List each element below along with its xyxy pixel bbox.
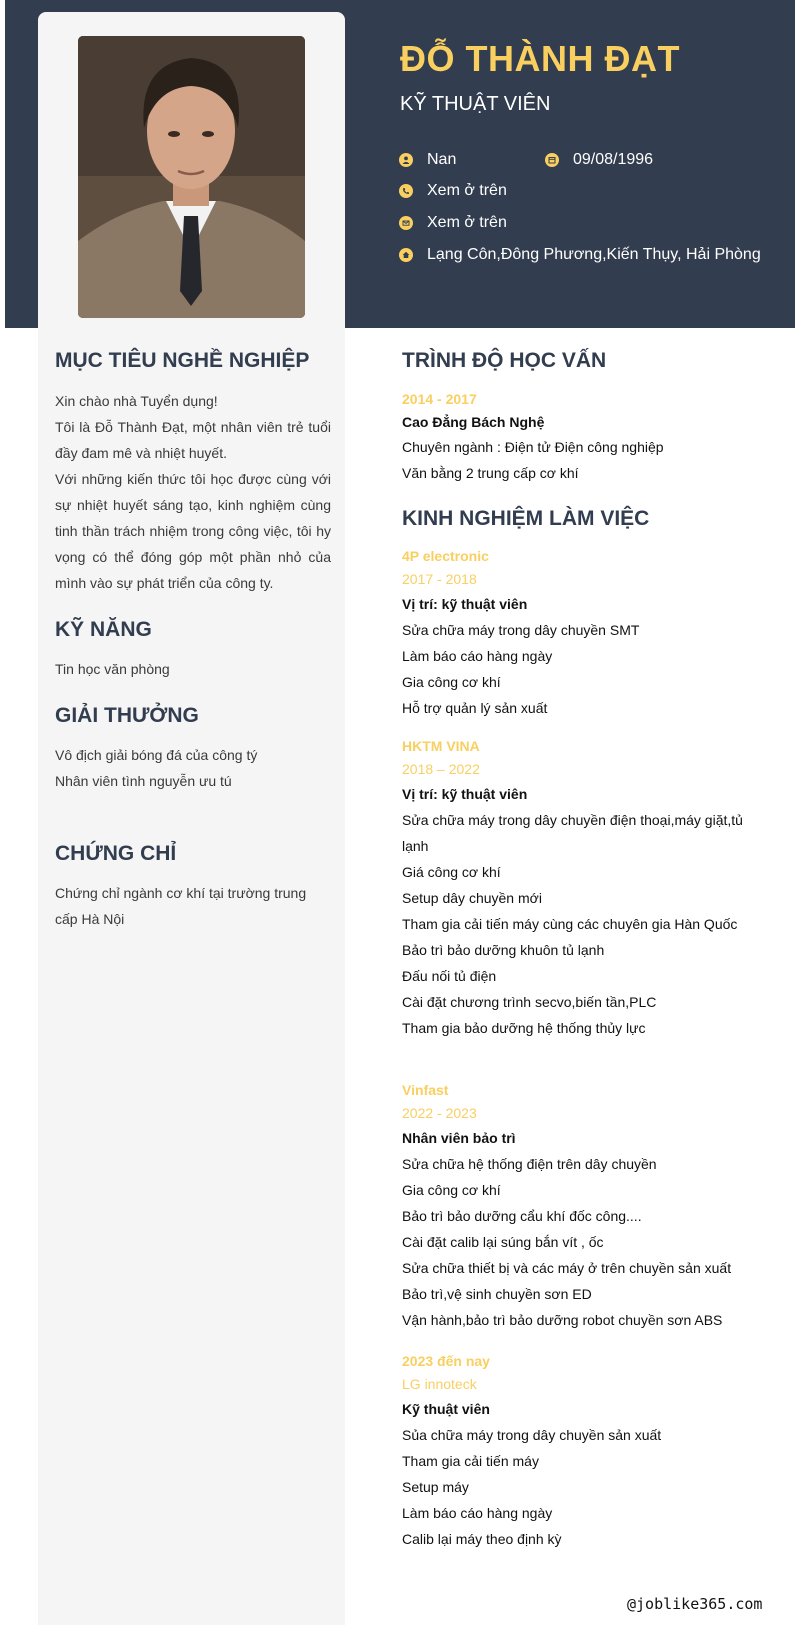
- job-task: Vận hành,bảo trì bảo dưỡng robot chuyền sơn ABS: [402, 1312, 723, 1328]
- phone-row: [399, 182, 507, 200]
- gender-row: [399, 151, 456, 169]
- awards-list: [55, 742, 331, 794]
- job-task: Bảo trì bảo dưỡng khuôn tủ lạnh: [402, 942, 605, 958]
- awards-title: GIẢI THƯỞNG: [55, 704, 199, 727]
- gender-value: Nan: [427, 151, 457, 168]
- dob-row: [545, 151, 653, 169]
- phone-value: Xem ở trên: [427, 182, 507, 199]
- job-role: Kỹ thuật viên: [402, 1401, 490, 1417]
- job-task: Gia công cơ khí: [402, 674, 501, 690]
- job-role: Vị trí: kỹ thuật viên: [402, 786, 528, 802]
- job-task: Sửa chữa máy trong dây chuyền điện thoại,máy giặt,tủ lạnh: [402, 812, 743, 854]
- job-task: Giá công cơ khí: [402, 864, 501, 880]
- job-company: 4P electronic: [402, 548, 489, 564]
- objective-line: Tôi là Đỗ Thành Đạt, một nhân viên trẻ tuổi đầy đam mê và nhiệt huyết.: [55, 419, 331, 461]
- job-task: Bảo trì,vệ sinh chuyền sơn ED: [402, 1286, 592, 1302]
- certificates-list: [55, 880, 331, 932]
- objective-text: [55, 388, 331, 596]
- job-block: [402, 1079, 762, 1333]
- job-block: [402, 735, 762, 1041]
- job-company: Vinfast: [402, 1082, 449, 1098]
- job-task: Đấu nối tủ điện: [402, 968, 497, 984]
- home-icon: [399, 248, 413, 262]
- profile-photo: [78, 36, 305, 318]
- award-item: Vô địch giải bóng đá của công tý: [55, 747, 258, 763]
- education-block: [402, 388, 762, 486]
- candidate-name: ĐỖ THÀNH ĐẠT: [400, 38, 680, 79]
- dob-value: 09/08/1996: [573, 151, 654, 168]
- job-role: Vị trí: kỹ thuật viên: [402, 596, 528, 612]
- education-title: TRÌNH ĐỘ HỌC VẤN: [402, 349, 607, 372]
- skill-item: Tin học văn phòng: [55, 661, 170, 677]
- job-task: Cài đặt calib lại súng bắn vít , ốc: [402, 1234, 604, 1250]
- education-period: 2014 - 2017: [402, 391, 477, 407]
- job-task: Calib lại máy theo định kỳ: [402, 1531, 562, 1547]
- education-detail: Chuyên ngành : Điện tử Điện công nghiệp: [402, 439, 664, 455]
- job-period: 2018 – 2022: [402, 761, 480, 777]
- address-row: [399, 246, 761, 264]
- job-task: Sủa chữa máy trong dây chuyền sản xuất: [402, 1427, 662, 1443]
- email-row: [399, 214, 507, 232]
- job-task: Cài đặt chương trình secvo,biến tần,PLC: [402, 994, 657, 1010]
- job-task: Làm báo cáo hàng ngày: [402, 648, 553, 664]
- objective-line: Xin chào nhà Tuyển dụng!: [55, 393, 218, 409]
- phone-icon: [399, 184, 413, 198]
- job-task: Gia công cơ khí: [402, 1182, 501, 1198]
- job-company: HKTM VINA: [402, 738, 480, 754]
- award-item: Nhân viên tình nguyễn ưu tú: [55, 773, 232, 789]
- education-detail: Văn bằng 2 trung cấp cơ khí: [402, 465, 579, 481]
- job-task: Sửa chữa máy trong dây chuyền SMT: [402, 622, 640, 638]
- job-task: Tham gia cải tiến máy: [402, 1453, 539, 1469]
- job-period: 2017 - 2018: [402, 571, 477, 587]
- job-block: [402, 545, 762, 721]
- job-task: Setup dây chuyền mới: [402, 890, 542, 906]
- job-task: Bảo trì bảo dưỡng cẩu khí đốc công....: [402, 1208, 642, 1224]
- job-task: Làm báo cáo hàng ngày: [402, 1505, 553, 1521]
- email-value: Xem ở trên: [427, 214, 507, 231]
- objective-line: Với những kiến thức tôi học được cùng với sự nhiệt huyết sáng tạo, kinh nghiệm cùng tinh thần trách nhiệm trong công việc, tôi hy vọng có thể đóng góp một phần nhỏ của mình vào sự phát triển của công ty.: [55, 471, 331, 591]
- certificate-item: Chứng chỉ ngành cơ khí tại trường trung cấp Hà Nội: [55, 885, 307, 927]
- job-block: [402, 1350, 762, 1552]
- job-task: Setup máy: [402, 1479, 469, 1495]
- watermark: @joblike365.com: [627, 1595, 763, 1613]
- candidate-title: KỸ THUẬT VIÊN: [400, 93, 551, 115]
- education-school: Cao Đẳng Bách Nghệ: [402, 414, 545, 430]
- job-task: Sửa chữa thiết bị và các máy ở trên chuyền sản xuất: [402, 1260, 732, 1276]
- experience-title: KINH NGHIỆM LÀM VIỆC: [402, 507, 650, 530]
- job-period: 2022 - 2023: [402, 1105, 477, 1121]
- address-value: Lạng Côn,Đông Phương,Kiến Thụy, Hải Phòng: [427, 246, 761, 263]
- calendar-icon: [545, 153, 559, 167]
- job-period: LG innoteck: [402, 1376, 477, 1392]
- objective-title: MỤC TIÊU NGHỀ NGHIỆP: [55, 349, 310, 372]
- job-role: Nhân viên bảo trì: [402, 1130, 516, 1146]
- job-task: Tham gia cải tiến máy cùng các chuyên gia Hàn Quốc: [402, 916, 738, 932]
- job-task: Hỗ trợ quản lý sản xuất: [402, 700, 548, 716]
- skills-list: [55, 656, 331, 682]
- job-task: Tham gia bảo dưỡng hệ thống thủy lực: [402, 1020, 646, 1036]
- job-task: Sửa chữa hệ thống điện trên dây chuyền: [402, 1156, 657, 1172]
- skills-title: KỸ NĂNG: [55, 618, 152, 641]
- certificates-title: CHỨNG CHỈ: [55, 842, 177, 865]
- job-company: 2023 đến nay: [402, 1353, 490, 1369]
- user-icon: [399, 153, 413, 167]
- mail-icon: [399, 216, 413, 230]
